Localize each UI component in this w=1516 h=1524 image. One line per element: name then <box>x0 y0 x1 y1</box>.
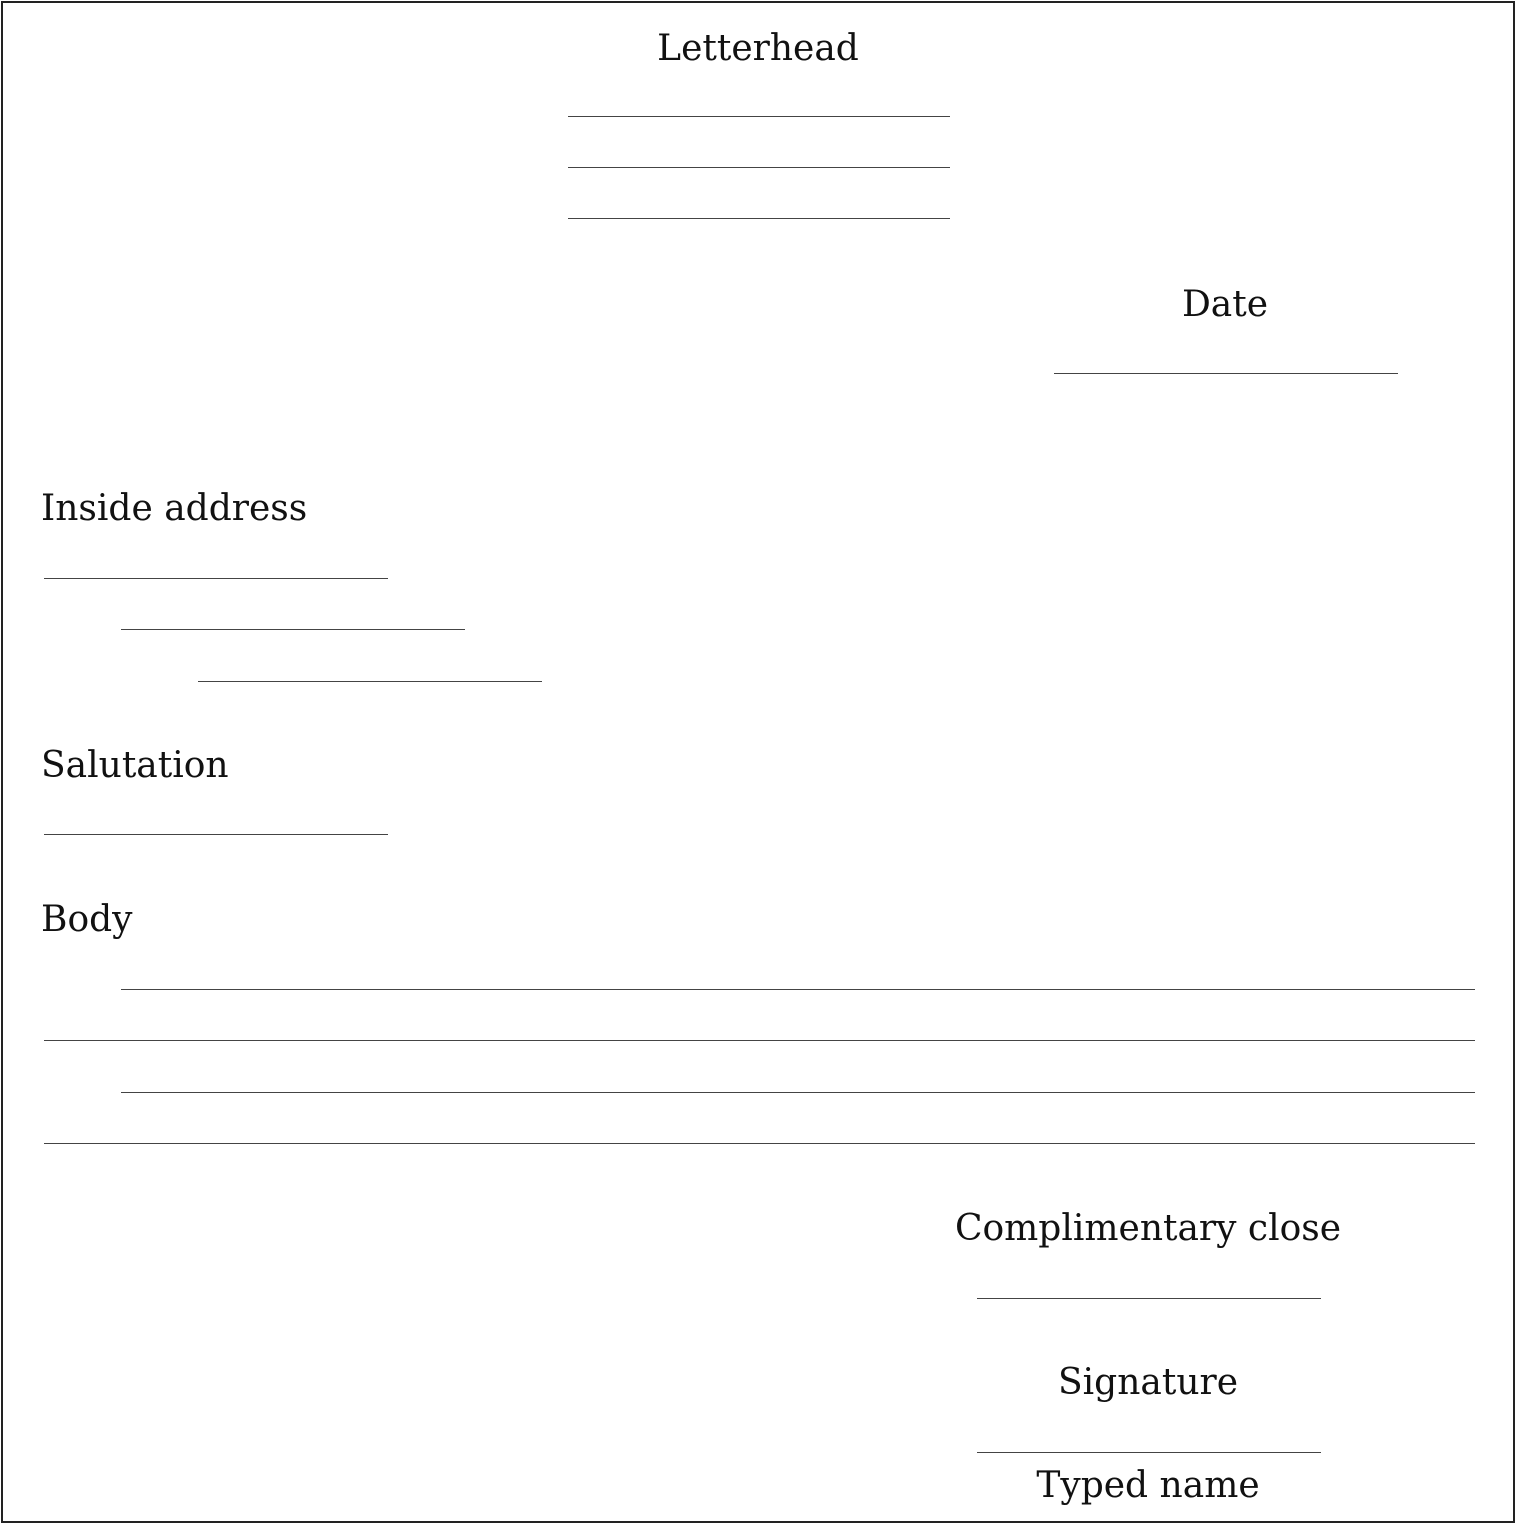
letterhead-line-3 <box>568 218 950 219</box>
body-label: Body <box>41 899 133 940</box>
body-line-2 <box>44 1040 1475 1041</box>
complimentary-close-line <box>977 1298 1321 1299</box>
body-line-3 <box>121 1092 1475 1093</box>
complimentary-close-label: Complimentary close <box>954 1208 1342 1249</box>
letterhead-line-1 <box>568 116 950 117</box>
salutation-line <box>44 834 388 835</box>
letterhead-line-2 <box>568 167 950 168</box>
letterhead-label: Letterhead <box>657 28 859 69</box>
signature-label: Signature <box>1057 1362 1239 1403</box>
inside-address-line-3 <box>198 681 542 682</box>
date-line <box>1054 373 1398 374</box>
signature-line <box>977 1452 1321 1453</box>
inside-address-label: Inside address <box>41 488 308 529</box>
letter-layout-frame <box>1 1 1515 1523</box>
typed-name-label: Typed name <box>1036 1465 1260 1506</box>
inside-address-line-1 <box>44 578 388 579</box>
body-line-1 <box>121 989 1475 990</box>
salutation-label: Salutation <box>41 745 229 786</box>
date-label: Date <box>1181 284 1269 325</box>
inside-address-line-2 <box>121 629 465 630</box>
body-line-4 <box>44 1143 1475 1144</box>
